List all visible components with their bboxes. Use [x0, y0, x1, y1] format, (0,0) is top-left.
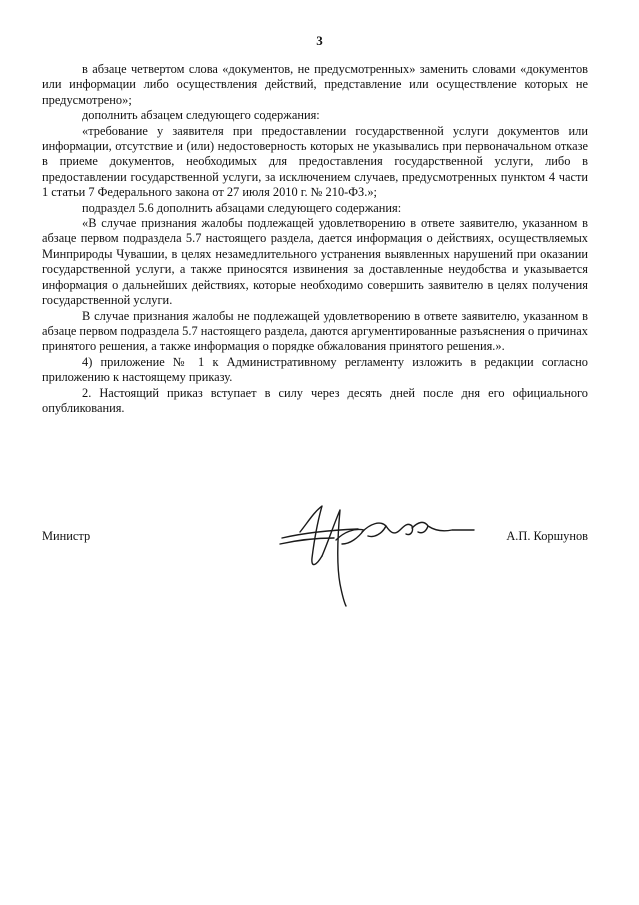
paragraph: 2. Настоящий приказ вступает в силу через десять дней после дня его официального опубликования.: [42, 385, 588, 415]
paragraph: подраздел 5.6 дополнить абзацами следующего содержания:: [82, 200, 402, 215]
paragraph: В случае признания жалобы не подлежащей удовлетворению в ответе заявителю, указанном в абзаце первом подраздела 5.7 настоящего раздела, даются аргументированные разъяснения о причинах принятого решения, а также информация о порядке обжалования принятого решения.».: [42, 308, 588, 354]
signer-position: Министр: [42, 529, 91, 543]
paragraph: 4) приложение № 1 к Административному регламенту изложить в редакции согласно приложению к настоящему приказу.: [42, 354, 588, 385]
document-body: [42, 62, 588, 416]
paragraph: «В случае признания жалобы подлежащей удовлетворению в ответе заявителю, указанном в абзаце первом подраздела 5.7 настоящего раздела, дается информация о действиях, осуществляемых Минприроды Чувашии, в целях незамедлительного устранения выявленных нарушений при оказании государственной услуги, а также приносятся извинения за доставленные неудобства и указывается информация о дальнейших действиях, которые необходимо совершить заявителю в целях получения государственной услуги.: [42, 216, 588, 308]
paragraph: дополнить абзацем следующего содержания:: [82, 108, 320, 123]
signer-name: А.П. Коршунов: [506, 529, 588, 543]
signature-block: [42, 520, 588, 610]
page-number: 3: [316, 33, 323, 48]
handwritten-signature: [278, 502, 478, 612]
paragraph: в абзаце четвертом слова «документов, не предусмотренных» заменить словами «документов или информации либо осуществления действий, представление или осуществление которых не предусмотрено»;: [42, 62, 588, 107]
paragraph: «требование у заявителя при предоставлении государственной услуги документов или информации, отсутствие и (или) недостоверность которых не указывались при первоначальном отказе в приеме документов, необходимых для предоставления государственной услуги, либо в предоставлении государственной услуги, за исключением случаев, предусмотренных пунктом 4 части 1 статьи 7 Федерального закона от 27 июля 2010 г. № 210-ФЗ.»;: [42, 123, 588, 200]
